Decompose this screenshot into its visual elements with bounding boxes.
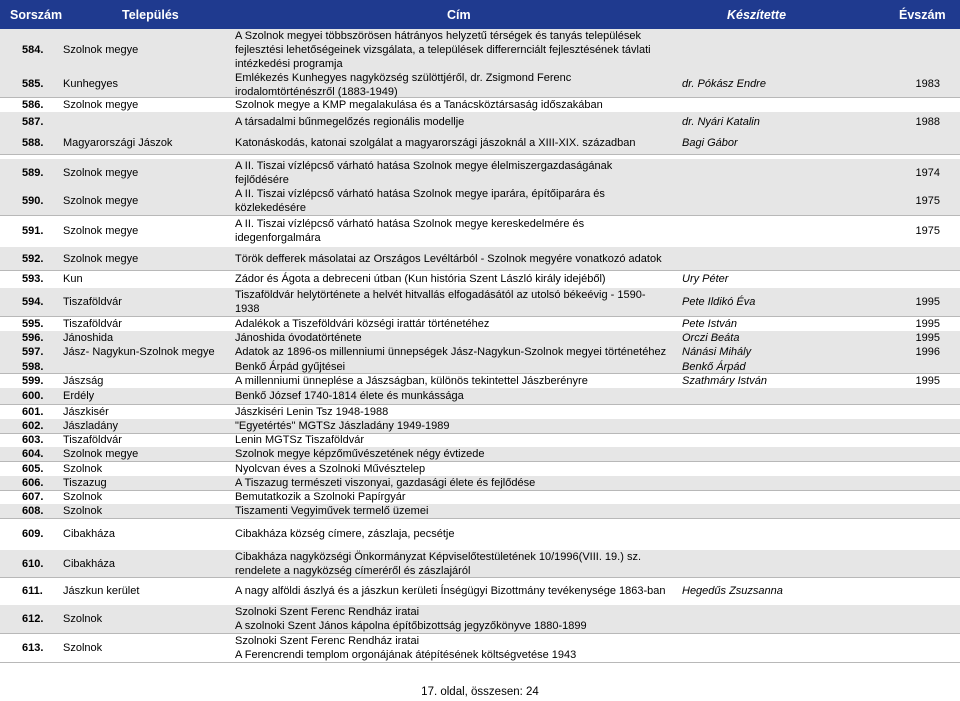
row-settlement: Tiszaföldvár bbox=[63, 318, 122, 330]
table-row bbox=[0, 419, 960, 434]
row-title-line: irodalomtörténészről (1883-1949) bbox=[235, 86, 398, 98]
row-number: 589. bbox=[22, 167, 44, 179]
row-settlement: Jánoshida bbox=[63, 332, 114, 344]
row-title-line: közlekedésére bbox=[235, 202, 306, 214]
table-row bbox=[0, 461, 960, 477]
row-settlement: Szolnok megye bbox=[63, 195, 139, 207]
table-row bbox=[0, 518, 960, 551]
row-settlement: Cibakháza bbox=[63, 558, 115, 570]
row-number: 602. bbox=[22, 420, 44, 432]
row-title-line: Cibakháza község címere, zászlaja, pecsétje bbox=[235, 528, 455, 540]
row-settlement: Jászság bbox=[63, 375, 104, 387]
row-title-line: 1938 bbox=[235, 303, 260, 315]
row-author: Nánási Mihály bbox=[682, 346, 752, 358]
row-title-line: A szolnoki Szent János kápolna építőbizottság jegyzőkönyve 1880-1899 bbox=[235, 620, 587, 632]
row-year: 1995 bbox=[915, 375, 940, 387]
row-year: 1975 bbox=[915, 225, 940, 237]
row-title-line: "Egyetértés" MGTSz Jászladány 1949-1989 bbox=[235, 420, 450, 432]
row-title-line: Tiszaföldvár helytörténete a helvét hitvallás elfogadásától az utolsó békeévig - 1590- bbox=[235, 289, 646, 301]
row-year: 1975 bbox=[915, 195, 940, 207]
row-settlement: Szolnok megye bbox=[63, 99, 139, 111]
row-number: 608. bbox=[22, 505, 44, 517]
row-number: 584. bbox=[22, 44, 44, 56]
table-row bbox=[0, 316, 960, 332]
row-year: 1995 bbox=[915, 332, 940, 344]
row-number: 598. bbox=[22, 361, 44, 373]
header-telepules: Település bbox=[122, 8, 179, 22]
table-row bbox=[0, 29, 960, 72]
table-row bbox=[0, 404, 960, 420]
row-number: 586. bbox=[22, 99, 44, 111]
row-title-line: Szolnoki Szent Ferenc Rendház iratai bbox=[235, 635, 420, 647]
row-number: 611. bbox=[22, 585, 43, 597]
row-title-line: A millenniumi ünneplése a Jászságban, különös tekintettel Jászberényre bbox=[235, 375, 588, 387]
table-row bbox=[0, 159, 960, 188]
row-author: Bagi Gábor bbox=[682, 137, 738, 149]
row-title-line: Tiszamenti Vegyiművek termelő üzemei bbox=[235, 505, 429, 517]
table-header bbox=[0, 0, 960, 29]
table-row bbox=[0, 71, 960, 98]
row-author: Pete István bbox=[682, 318, 738, 330]
row-author: Orczi Beáta bbox=[682, 332, 740, 344]
row-title-line: Nyolcvan éves a Szolnoki Művésztelep bbox=[235, 463, 426, 475]
row-number: 607. bbox=[22, 491, 44, 503]
table-row bbox=[0, 97, 960, 113]
table-row bbox=[0, 373, 960, 389]
row-author: Pete Ildikó Éva bbox=[682, 296, 756, 308]
row-title-line: fejlődésére bbox=[235, 174, 289, 186]
row-settlement: Szolnok megye bbox=[63, 225, 139, 237]
row-settlement: Szolnok bbox=[63, 505, 103, 517]
row-number: 600. bbox=[22, 390, 44, 402]
row-year: 1974 bbox=[915, 167, 940, 179]
row-title-line: rendelete a nagyközség címeréről és zászlajáról bbox=[235, 565, 471, 577]
row-title-line: A II. Tiszai vízlépcső várható hatása Szolnok megye iparára, építőiparára és bbox=[235, 188, 605, 200]
row-title-line: Katonáskodás, katonai szolgálat a magyarországi jászoknál a XIII-XIX. században bbox=[235, 137, 636, 149]
row-author: dr. Nyári Katalin bbox=[682, 116, 760, 128]
row-settlement: Szolnok bbox=[63, 613, 103, 625]
row-settlement: Kun bbox=[63, 273, 83, 285]
table-row bbox=[0, 633, 960, 663]
row-title-line: Adatok az 1896-os millenniumi ünnepségek Jász-Nagykun-Szolnok megyei történetéhez bbox=[235, 346, 667, 358]
row-settlement: Jászkun kerület bbox=[63, 585, 140, 597]
row-settlement: Jász- Nagykun-Szolnok megye bbox=[63, 346, 215, 358]
row-title-line: Jánoshida óvodatörténete bbox=[235, 332, 362, 344]
row-title-line: Adalékok a Tiszeföldvári községi irattár történetéhez bbox=[235, 318, 490, 330]
row-settlement: Erdély bbox=[63, 390, 95, 402]
row-number: 599. bbox=[22, 375, 44, 387]
table-row bbox=[0, 550, 960, 578]
table-row bbox=[0, 288, 960, 317]
row-number: 597. bbox=[22, 346, 44, 358]
row-settlement: Tiszazug bbox=[63, 477, 107, 489]
table-row bbox=[0, 504, 960, 519]
row-settlement: Magyarországi Jászok bbox=[63, 137, 173, 149]
row-settlement: Szolnok megye bbox=[63, 253, 139, 265]
row-number: 588. bbox=[22, 137, 44, 149]
row-title-line: A Tiszazug természeti viszonyai, gazdasági élete és fejlődése bbox=[235, 477, 536, 489]
row-number: 609. bbox=[22, 528, 44, 540]
table-row bbox=[0, 331, 960, 345]
table-row bbox=[0, 131, 960, 155]
table-row bbox=[0, 112, 960, 132]
row-settlement: Tiszaföldvár bbox=[63, 434, 122, 446]
row-number: 593. bbox=[22, 273, 44, 285]
row-number: 613. bbox=[22, 642, 44, 654]
page-footer: 17. oldal, összesen: 24 bbox=[421, 686, 539, 698]
row-title-line: A nagy alföldi ászlyá és a jászkun kerületi Ínségügyi Bizottmány tevékenysége 1863-ban bbox=[235, 585, 666, 597]
row-settlement: Szolnok bbox=[63, 463, 103, 475]
row-title-line: Emlékezés Kunhegyes nagyközség szülöttjéről, dr. Zsigmond Ferenc bbox=[235, 72, 572, 84]
row-number: 612. bbox=[22, 613, 44, 625]
table-row bbox=[0, 577, 960, 606]
table-row bbox=[0, 476, 960, 491]
table-row bbox=[0, 490, 960, 505]
row-title-line: Szolnok megye képzőművészetének négy évtizede bbox=[235, 448, 485, 460]
header-keszitette: Készítette bbox=[727, 8, 787, 22]
row-title-line: Cibakháza nagyközségi Önkormányzat Képviselőtestületének 10/1996(VIII. 19.) sz. bbox=[235, 551, 642, 563]
row-author: Benkő Árpád bbox=[682, 361, 746, 373]
row-title-line: A társadalmi bűnmegelőzés regionális modellje bbox=[235, 116, 465, 128]
row-settlement: Szolnok megye bbox=[63, 44, 139, 56]
row-settlement: Szolnok megye bbox=[63, 167, 139, 179]
row-number: 596. bbox=[22, 332, 44, 344]
row-year: 1995 bbox=[915, 296, 940, 308]
row-author: Szathmáry István bbox=[682, 375, 767, 387]
row-settlement: Szolnok bbox=[63, 642, 103, 654]
row-title-line: fejlesztési lehetőségeinek vizsgálata, a települések differernciált fejlesztésének távlati bbox=[235, 44, 651, 56]
table-row bbox=[0, 447, 960, 462]
row-settlement: Szolnok megye bbox=[63, 448, 139, 460]
row-number: 592. bbox=[22, 253, 44, 265]
row-number: 591. bbox=[22, 225, 44, 237]
table-row bbox=[0, 270, 960, 289]
row-title-line: Benkő József 1740-1814 élete és munkássága bbox=[235, 390, 464, 402]
row-author: dr. Pókász Endre bbox=[682, 78, 766, 90]
row-number: 585. bbox=[22, 78, 44, 90]
table-row bbox=[0, 360, 960, 374]
row-title-line: Lenin MGTSz Tiszaföldvár bbox=[235, 434, 364, 446]
row-number: 601. bbox=[22, 406, 44, 418]
row-title-line: Zádor és Ágota a debreceni útban (Kun história Szent László király idejéből) bbox=[235, 273, 606, 285]
row-number: 606. bbox=[22, 477, 44, 489]
table-row bbox=[0, 247, 960, 271]
row-title-line: Török defferek másolatai az Országos Levéltárból - Szolnok megyére vonatkozó adatok bbox=[235, 253, 662, 265]
row-title-line: Benkő Árpád gyűjtései bbox=[235, 361, 346, 373]
row-author: Ury Péter bbox=[682, 273, 729, 285]
row-title-line: intézkedési programja bbox=[235, 58, 343, 70]
row-number: 587. bbox=[22, 116, 44, 128]
table-row bbox=[0, 215, 960, 248]
row-number: 590. bbox=[22, 195, 44, 207]
row-year: 1988 bbox=[915, 116, 940, 128]
row-author: Hegedűs Zsuzsanna bbox=[682, 585, 783, 597]
row-title-line: A Szolnok megyei többszörösen hátrányos helyzetű térségek és tanyás települések bbox=[235, 30, 642, 42]
row-number: 604. bbox=[22, 448, 44, 460]
row-settlement: Szolnok bbox=[63, 491, 103, 503]
row-number: 603. bbox=[22, 434, 44, 446]
row-number: 595. bbox=[22, 318, 44, 330]
header-evszam: Évszám bbox=[899, 8, 946, 22]
row-number: 605. bbox=[22, 463, 44, 475]
row-title-line: idegenforgalmára bbox=[235, 232, 321, 244]
table-row bbox=[0, 344, 960, 361]
row-title-line: Jászkiséri Lenin Tsz 1948-1988 bbox=[235, 406, 389, 418]
row-year: 1995 bbox=[915, 318, 940, 330]
row-title-line: A Ferencrendi templom orgonájának átépítésének költségvetése 1943 bbox=[235, 649, 577, 661]
row-title-line: Szolnoki Szent Ferenc Rendház iratai bbox=[235, 606, 420, 618]
table-row bbox=[0, 605, 960, 634]
header-sorszam: Sorszám bbox=[10, 8, 63, 22]
header-cim: Cím bbox=[447, 8, 471, 22]
row-settlement: Jászkisér bbox=[63, 406, 109, 418]
row-year: 1996 bbox=[915, 346, 940, 358]
table-row bbox=[0, 187, 960, 216]
row-settlement: Cibakháza bbox=[63, 528, 115, 540]
row-title-line: Szolnok megye a KMP megalakulása és a Tanácsköztársaság időszakában bbox=[235, 99, 603, 111]
row-number: 594. bbox=[22, 296, 44, 308]
row-title-line: Bemutatkozik a Szolnoki Papírgyár bbox=[235, 491, 406, 503]
row-settlement: Kunhegyes bbox=[63, 78, 119, 90]
row-title-line: A II. Tiszai vízlépcső várható hatása Szolnok megye kereskedelmére és bbox=[235, 218, 585, 230]
row-settlement: Jászladány bbox=[63, 420, 119, 432]
row-number: 610. bbox=[22, 558, 44, 570]
table-row bbox=[0, 433, 960, 448]
row-settlement: Tiszaföldvár bbox=[63, 296, 122, 308]
row-year: 1983 bbox=[915, 78, 940, 90]
table-row bbox=[0, 388, 960, 405]
row-title-line: A II. Tiszai vízlépcső várható hatása Szolnok megye élelmiszergazdaságának bbox=[235, 160, 613, 172]
